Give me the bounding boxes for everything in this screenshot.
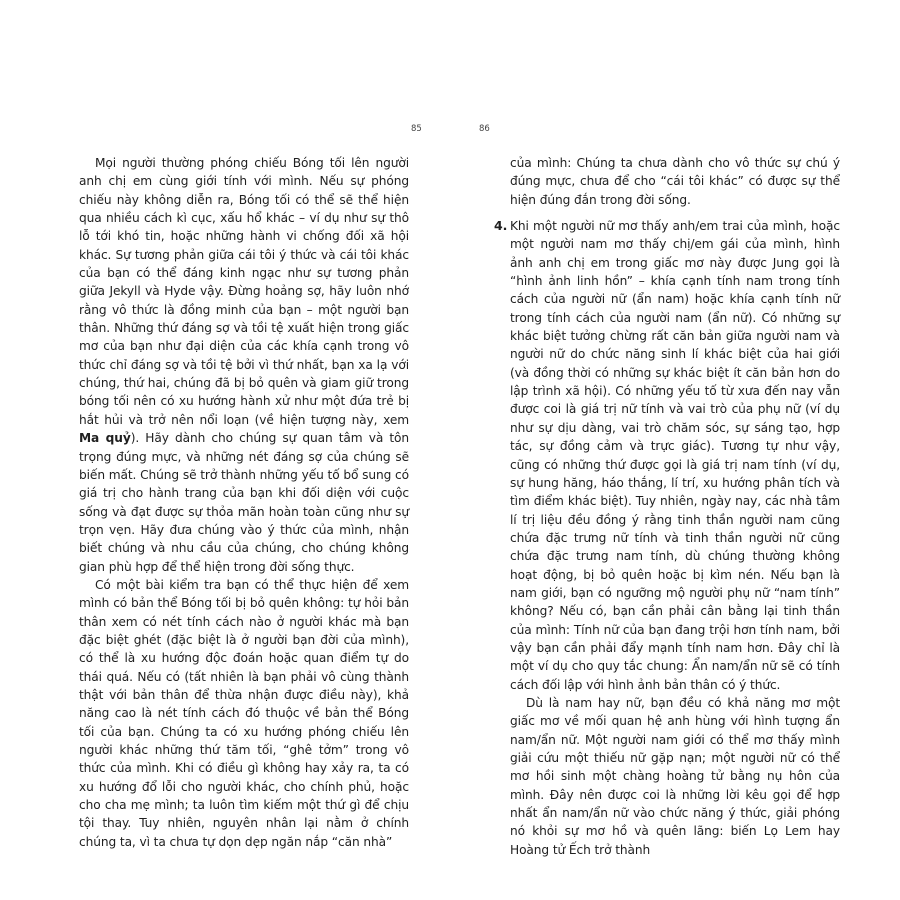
paragraph-text: Mọi người thường phóng chiếu Bóng tối lên người anh chị em cùng giới tính với mình. Nếu sự phóng chiếu này không diễn ra, Bóng tối có thể sẽ thể hiện qua nhiều cách kì cục, xấu hổ khác – ví dụ như sự thô lỗ tới khó tin, hoặc những hành vi chống đối xã hội khác. Sự tương phản giữa cái tôi ý thức và cái tôi khác của bạn có thể đáng kinh ngạc như sự tương phản giữa Jekyll và Hyde vậy. Đừng hoảng sợ, hãy luôn nhớ rằng vô thức là đồng minh của bạn – một người bạn thân. Những thứ đáng sợ và tồi tệ xuất hiện trong giấc mơ của bạn như đại diện của các khía cạnh trong vô thức chỉ đáng sợ và tồi tệ bởi vì thứ nhất, bạn xa lạ với chúng, thứ hai, chúng đã bị bỏ quên và giam giữ trong bóng tối nên có xu hướng hành xử như một đứa trẻ bị hắt hủi và trở nên nổi loạn (về hiện tượng này, xem: [79, 156, 409, 427]
list-item-number: 4.: [494, 218, 508, 234]
list-item: [494, 217, 840, 694]
left-page-text: [79, 154, 409, 851]
paragraph-text: ). Hãy dành cho chúng sự quan tâm và tôn trọng đúng mực, và những nét đáng sợ của chúng sẽ biến mất. Chúng sẽ trở thành những yếu tố bổ sung có giá trị cho hành trang của bạn khi đối diện với cuộc sống và đạt được sự thỏa mãn hoàn toàn cũng như sự trọn vẹn. Hãy đưa chúng vào ý thức của mình, nhận biết chúng và nhu cầu của chúng, cho chúng không gian phù hợp để thể hiện trong đời sống thực.: [79, 431, 409, 574]
paragraph: [79, 154, 409, 576]
paragraph-continued: của mình: Chúng ta chưa dành cho vô thức sự chú ý đúng mực, chưa để cho “cái tôi khác” có được sự thể hiện đúng đắn trong đời sống.: [510, 156, 840, 207]
right-page-text: [494, 154, 840, 859]
cross-reference: Ma quỷ: [79, 431, 131, 446]
list-item-text: Khi một người nữ mơ thấy anh/em trai của mình, hoặc một người nam mơ thấy chị/em gái của mình, hình ảnh anh chị em trong giấc mơ này được Jung gọi là “hình ảnh linh hồn” – khía cạnh tính nam trong tính cách của người nữ (ẩn nam) hoặc khía cạnh tính nữ trong tính cách của người nam (ẩn nữ). Có những sự khác biệt tưởng chừng rất căn bản giữa người nam và người nữ do chức năng sinh lí khác biệt của hai giới (và đồng thời có những sự khác biệt ít căn bản hơn do lập trình xã hội). Có những yếu tố từ xưa đến nay vẫn được coi là giá trị nữ tính và vai trò của phụ nữ (ví dụ như sự dịu dàng, vai trò chăm sóc, sự sáng tạo, hợp tác, sự đồng cảm và trực giác). Tương tự như vậy, cũng có những thứ được gọi là giá trị nam tính (ví dụ, sự hung hăng, háo thắng, lí trí, xu hướng phân tích và tìm điểm khác biệt). Tuy nhiên, ngày nay, các nhà tâm lí trị liệu đều đồng ý rằng tinh thần người nam cũng chứa đặc trưng nữ tính và tinh thần người nữ cũng chứa đặc trưng nam tính, dù chúng thường không hoạt động, bị bỏ quên hoặc bị kìm nén. Nếu bạn là nam giới, bạn có ngưỡng mộ người phụ nữ “nam tính” không? Nếu có, bạn cần phải cân bằng lại tinh thần của mình: Tính nữ của bạn đang trội hơn tính nam, bởi vậy bạn cần phải đẩy mạnh tính nam hơn. Đây chỉ là một ví dụ cho quy tắc chung: Ẩn nam/ẩn nữ sẽ có tính cách đối lập với hình ảnh bản thân có ý thức.: [510, 219, 840, 692]
paragraph: Có một bài kiểm tra bạn có thể thực hiện để xem mình có bản thể Bóng tối bị bỏ quên không: tự hỏi bản thân xem có nét tính cách nào ở người khác mà bạn đặc biệt ghét (đặc biệt là ở người bạn đời của mình), có thể là xu hướng độc đoán hoặc quan điểm tự do thái quá. Nếu có (tất nhiên là bạn phải vô cùng thành thật với bản thân để thừa nhận được điều này), khả năng cao là nét tính cách đó thuộc về bản thể Bóng tối của bạn. Chúng ta có xu hướng phóng chiếu lên người khác những thứ tăm tối, “ghê tởm” trong vô thức của mình. Khi có điều gì không hay xảy ra, ta có xu hướng đổ lỗi cho người khác, cho chính phủ, hoặc cho cha mẹ mình; ta luôn tìm kiếm một thứ gì để chịu tội thay. Tuy nhiên, nguyên nhân lại nằm ở chính chúng ta, vì ta chưa tự dọn dẹp ngăn nắp “căn nhà”: [79, 577, 409, 849]
paragraph: Dù là nam hay nữ, bạn đều có khả năng mơ một giấc mơ về mối quan hệ anh hùng với hình tượng ẩn nam/ẩn nữ. Một người nam giới có thể mơ thấy mình giải cứu một thiếu nữ gặp nạn; một người nữ có thể mơ hồi sinh một chàng hoàng tử bằng nụ hôn của mình. Đây nên được coi là những lời kêu gọi để hợp nhất ẩn nam/ẩn nữ vào chức năng ý thức, giải phóng nó khỏi sự mơ hồ và quên lãng: biến Lọ Lem hay Hoàng tử Ếch trở thành: [510, 695, 840, 857]
page-number-right: 86: [479, 124, 490, 134]
page-number-left: 85: [411, 124, 422, 134]
